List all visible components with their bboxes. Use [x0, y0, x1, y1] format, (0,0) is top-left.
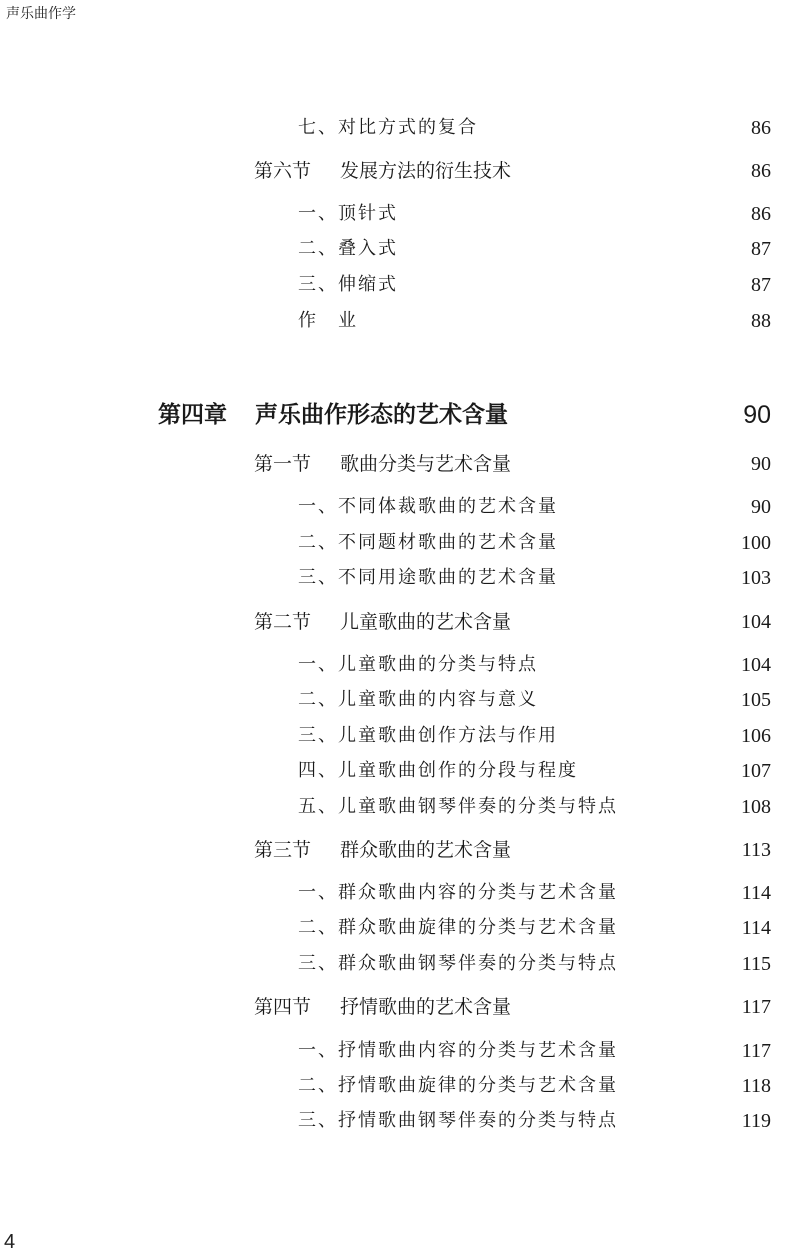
toc-item-label: 一、抒情歌曲内容的分类与艺术含量	[298, 1040, 618, 1061]
section-number: 第六节	[254, 160, 312, 182]
toc-chapter-heading	[158, 395, 508, 435]
toc-page-number: 104	[741, 654, 771, 676]
toc-item-entry	[0, 492, 790, 522]
toc-page-number: 107	[741, 760, 771, 782]
toc-item-label: 一、顶针式	[298, 203, 398, 224]
toc-item-entry	[0, 528, 790, 558]
toc-item-entry	[0, 949, 790, 979]
toc-item-label: 三、群众歌曲钢琴伴奏的分类与特点	[298, 953, 618, 974]
toc-item-entry	[0, 113, 790, 143]
toc-page-number: 119	[741, 1110, 771, 1132]
section-number: 第三节	[254, 839, 312, 861]
toc-item-entry	[0, 913, 790, 943]
toc-page-number: 108	[741, 796, 771, 818]
toc-page-number: 87	[751, 274, 771, 296]
toc-section-heading	[254, 156, 511, 186]
toc-chapter-entry	[0, 395, 790, 435]
toc-item-entry	[0, 306, 790, 336]
toc-page-number: 90	[751, 496, 771, 518]
page-number: 4	[4, 1231, 16, 1253]
toc-item-label: 三、伸缩式	[298, 274, 398, 295]
toc-page-number: 104	[741, 611, 771, 633]
toc-page-number: 105	[741, 689, 771, 711]
section-number: 第二节	[254, 611, 312, 633]
toc-item-label: 作 业	[298, 310, 358, 331]
toc-page-number: 114	[741, 882, 771, 904]
toc-page-number: 87	[751, 238, 771, 260]
toc-item-label: 三、儿童歌曲创作方法与作用	[298, 725, 558, 746]
toc-section-heading	[254, 449, 511, 479]
toc-section-heading	[254, 607, 511, 637]
toc-section-entry	[0, 992, 790, 1022]
section-number: 第一节	[254, 453, 312, 475]
toc-section-entry	[0, 607, 790, 637]
toc-item-entry	[0, 563, 790, 593]
toc-item-label: 一、儿童歌曲的分类与特点	[298, 654, 538, 675]
toc-item-label: 二、不同题材歌曲的艺术含量	[298, 532, 558, 553]
toc-item-label: 四、儿童歌曲创作的分段与程度	[298, 760, 578, 781]
toc-page-number: 88	[751, 310, 771, 332]
toc-section-entry	[0, 835, 790, 865]
toc-item-entry	[0, 721, 790, 751]
toc-item-entry	[0, 199, 790, 229]
toc-page-number: 106	[741, 725, 771, 747]
chapter-title: 声乐曲作形态的艺术含量	[255, 402, 508, 428]
toc-item-entry	[0, 650, 790, 680]
toc-page-number: 86	[751, 203, 771, 225]
toc-item-label: 三、抒情歌曲钢琴伴奏的分类与特点	[298, 1110, 618, 1131]
toc-item-label: 二、抒情歌曲旋律的分类与艺术含量	[298, 1075, 618, 1096]
toc-item-entry	[0, 792, 790, 822]
section-title: 发展方法的衍生技术	[340, 160, 512, 182]
toc-section-entry	[0, 449, 790, 479]
toc-item-entry	[0, 685, 790, 715]
toc-item-entry	[0, 234, 790, 264]
section-title: 群众歌曲的艺术含量	[340, 839, 512, 861]
toc-item-label: 一、群众歌曲内容的分类与艺术含量	[298, 882, 618, 903]
chapter-number: 第四章	[158, 402, 227, 428]
toc-item-entry	[0, 1106, 790, 1136]
toc-item-label: 二、群众歌曲旋律的分类与艺术含量	[298, 917, 618, 938]
toc-item-label: 二、叠入式	[298, 238, 398, 259]
toc-page-number: 113	[741, 839, 771, 861]
toc-item-entry	[0, 1071, 790, 1101]
toc-page-number: 86	[751, 117, 771, 139]
toc-page-number: 90	[751, 453, 771, 475]
toc-section-heading	[254, 835, 511, 865]
toc-item-entry	[0, 878, 790, 908]
toc-page-number: 117	[741, 996, 771, 1018]
toc-item-label: 一、不同体裁歌曲的艺术含量	[298, 496, 558, 517]
running-head: 声乐曲作学	[6, 6, 76, 22]
toc-page-number: 118	[741, 1075, 771, 1097]
toc-page-number: 86	[751, 160, 771, 182]
section-title: 歌曲分类与艺术含量	[340, 453, 512, 475]
toc-item-label: 二、儿童歌曲的内容与意义	[298, 689, 538, 710]
toc-section-entry	[0, 156, 790, 186]
toc-page-number: 115	[741, 953, 771, 975]
toc-item-label: 五、儿童歌曲钢琴伴奏的分类与特点	[298, 796, 618, 817]
toc-page-number: 114	[741, 917, 771, 939]
toc-item-entry	[0, 756, 790, 786]
section-title: 抒情歌曲的艺术含量	[340, 996, 512, 1018]
toc-page-number: 90	[743, 401, 771, 429]
toc-section-heading	[254, 992, 511, 1022]
toc-item-label: 七、对比方式的复合	[298, 117, 478, 138]
toc-page-number: 103	[741, 567, 771, 589]
toc-item-entry	[0, 1036, 790, 1066]
toc-page-number: 117	[741, 1040, 771, 1062]
section-title: 儿童歌曲的艺术含量	[340, 611, 512, 633]
toc-page-number: 100	[741, 532, 771, 554]
section-number: 第四节	[254, 996, 312, 1018]
toc-item-entry	[0, 270, 790, 300]
toc-item-label: 三、不同用途歌曲的艺术含量	[298, 567, 558, 588]
